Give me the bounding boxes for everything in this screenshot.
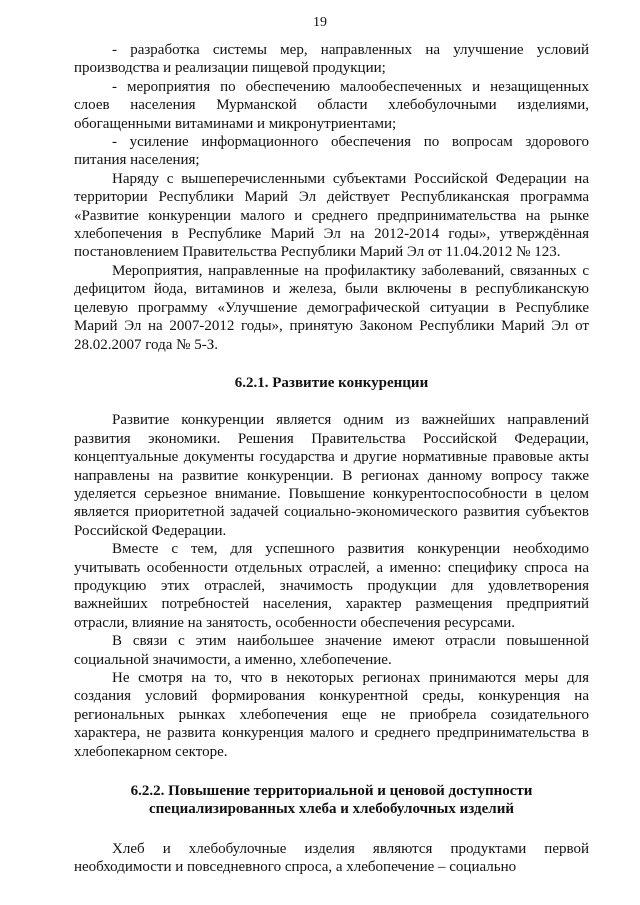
bullet-item: - мероприятия по обеспечению малообеспеченных и незащищенных слоев населения Мурманской области хлебобулочными изделиями, обогащенными витаминами и микронутриентами; [74, 78, 589, 132]
document-body [74, 41, 589, 877]
bullet-item: - разработка системы мер, направленных на улучшение условий производства и реализации пищевой продукции; [74, 42, 589, 77]
page-number: 19 [313, 15, 327, 30]
paragraph: Хлеб и хлебобулочные изделия являются продуктами первой необходимости и повседневного спроса, а хлебопечение – социально [74, 840, 589, 876]
section-heading-6-2-2 [74, 782, 589, 819]
paragraph: Мероприятия, направленные на профилактику заболеваний, связанных с дефицитом йода, витаминов и железа, были включены в республиканскую целевую программу «Улучшение демографической ситуации в Республике Марий Эл на 2007-2012 годы», принятую Законом Республики Марий Эл от 28.02.2007 года № 5-З. [74, 262, 589, 353]
paragraph: Вместе с тем, для успешного развития конкуренции необходимо учитывать особенности отдельных отраслей, а именно: специфику спроса на продукцию этих отраслей, значимость продукции для удовлетворения важнейших потребностей населения, характер размещения предприятий отрасли, влияние на занятость, особенности обеспечения ресурсами. [74, 541, 589, 631]
section-heading-line-2: специализированных хлеба и хлебобулочных изделий [148, 801, 514, 818]
paragraph: Развитие конкуренции является одним из важнейших направлений развития экономики. Решения Правительства Российской Федерации, концептуальные документы государства и другие нормативные правовые акты направлены на развитие конкуренции. В регионах данному вопросу также уделяется серьезное внимание. Повышение конкурентоспособности в целом является приоритетной задачей социально-экономического развития субъектов Российской Федерации. [74, 412, 589, 539]
section-heading-6-2-1: 6.2.1. Развитие конкуренции [234, 374, 429, 391]
paragraph: Наряду с вышеперечисленными субъектами Российской Федерации на территории Республики Марий Эл действует Республиканская программа «Развитие конкуренции малого и среднего предпринимательства на рынке хлебопечения в Республике Марий Эл на 2012-2014 годы», утверждённая постановлением Правительства Республики Марий Эл от 11.04.2012 № 123. [74, 170, 589, 261]
bullet-item: - усиление информационного обеспечения по вопросам здорового питания населения; [74, 134, 589, 169]
section-heading-line-1: 6.2.2. Повышение территориальной и ценовой доступности [130, 783, 533, 800]
paragraph: В связи с этим наибольшее значение имеют отрасли повышенной социальной значимости, а именно, хлебопечение. [74, 633, 589, 668]
paragraph: Не смотря на то, что в некоторых регионах принимаются меры для создания условий формирования конкурентной среды, конкуренция на региональных рынках хлебопечения еще не приобрела созидательного характера, не развита конкуренция малого и среднего предпринимательства в хлебопекарном секторе. [74, 670, 589, 760]
